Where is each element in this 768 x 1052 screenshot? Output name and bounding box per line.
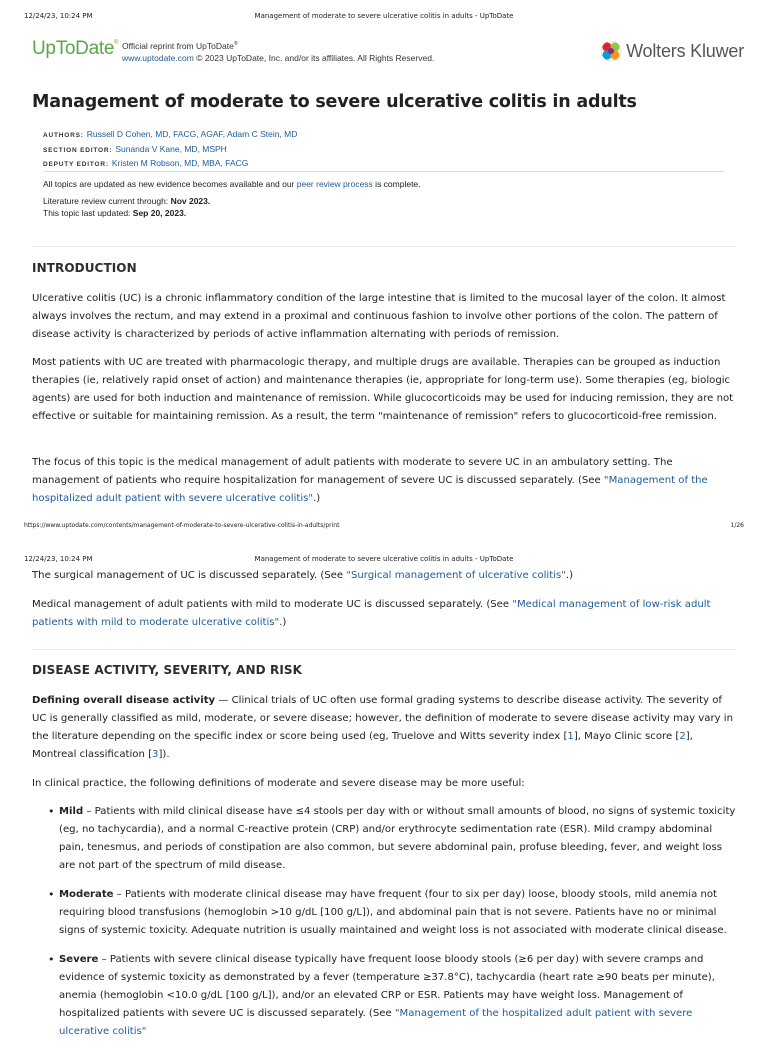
severity-definitions-list <box>48 803 736 1052</box>
brand-header <box>32 36 744 72</box>
authors-link[interactable]: Russell D Cohen, MD, FACG, AGAF, Adam C Stein, MD <box>86 129 298 139</box>
deputy-editor-label: DEPUTY EDITOR: <box>43 161 109 168</box>
section-divider <box>32 246 736 247</box>
contributors <box>43 128 297 172</box>
hospitalized-severe-uc-link-2[interactable]: "Management of the hospitalized adult patient with severe ulcerative colitis" <box>59 1008 693 1037</box>
uptodate-logo[interactable]: UpToDate® <box>32 38 119 59</box>
review-info: All topics are updated as new evidence becomes available and our peer review process is complete. Literature review current through: Nov 2023. This topic last updated: Sep 20, 2023. <box>43 179 421 218</box>
page-number: 1/26 <box>730 522 744 529</box>
hospitalized-severe-uc-link[interactable]: "Management of the hospitalized adult patient with severe ulcerative colitis" <box>32 475 708 504</box>
print-date: 12/24/23, 10:24 PM <box>24 12 93 20</box>
uptodate-site-link[interactable]: www.uptodate.com <box>122 52 194 63</box>
reference-1-link[interactable]: 1 <box>567 731 574 742</box>
wolters-kluwer-globe-icon <box>600 40 622 62</box>
authors-label: AUTHORS: <box>43 132 84 139</box>
mild-moderate-uc-link[interactable]: "Medical management of low-risk adult patients with mild to moderate ulcerative colitis" <box>32 599 711 628</box>
print-title: Management of moderate to severe ulcerative colitis in adults - UpToDate <box>254 12 514 20</box>
disease-activity-heading: DISEASE ACTIVITY, SEVERITY, AND RISK <box>32 663 303 677</box>
clinical-practice-paragraph: In clinical practice, the following definitions of moderate and severe disease may be more useful: <box>32 778 525 789</box>
deputy-editor-link[interactable]: Kristen M Robson, MD, MBA, FACG <box>111 158 249 168</box>
introduction-heading: INTRODUCTION <box>32 261 137 275</box>
peer-review-link[interactable]: peer review process <box>296 179 373 189</box>
list-item-severe: • Severe – Patients with severe clinical disease typically have frequent loose bloody stools (≥6 per day) with severe cramps and evidence of systemic toxicity as demonstrated by a fever (temperature ≥37.8°C), tachycardia (heart rate ≥90 beats per minute), anemia (hemoglobin <10.0 g/dL [100 g/L]), and/or an elevated CRP or ESR. Patients may have weight loss. Management of hospitalized patients with severe UC is discussed separately. (See "Management of the hospitalized adult patient with severe ulcerative colitis" <box>48 951 736 1041</box>
defining-disease-activity-paragraph: Defining overall disease activity — Clinical trials of UC often use formal grading systems to describe disease activity. The severity of UC is generally classified as mild, moderate, or severe disease; however, the definition of moderate to severe disease activity may vary in the literature depending on the specific index or score being used (eg, Truelove and Witts severity index [1], Mayo Clinic score [2], Montreal classification [3]). <box>32 695 733 760</box>
list-item-moderate: • Moderate – Patients with moderate clinical disease may have frequent (four to six per day) loose, bloody stools, mild anemia not requiring blood transfusions (hemoglobin >10 g/dL [100 g/L]), and abdominal pain that is not severe. Patients have no or minimal signs of systemic toxicity. Adequate nutrition is usually maintained and weight loss is not associated with moderate clinical disease. <box>48 886 736 940</box>
print-header <box>24 12 744 24</box>
wolters-kluwer-wordmark: Wolters Kluwer <box>626 40 744 61</box>
topic-title: Management of moderate to severe ulcerative colitis in adults <box>32 92 637 112</box>
section-editor-link[interactable]: Sunanda V Kane, MD, MSPH <box>115 143 227 154</box>
print-date: 12/24/23, 10:24 PM <box>24 555 93 563</box>
print-header-page-2 <box>24 555 744 567</box>
reprint-notice: Official reprint from UpToDate® www.uptodate.com © 2023 UpToDate, Inc. and/or its affiliates. All Rights Reserved. <box>122 40 435 63</box>
print-url: https://www.uptodate.com/contents/management-of-moderate-to-severe-ulcerative-colitis-in-adults/print <box>24 522 340 529</box>
section-divider <box>32 649 736 650</box>
list-item-mild: • Mild – Patients with mild clinical disease have ≤4 stools per day with or without small amounts of blood, no signs of systemic toxicity (eg, no tachycardia), and a normal C-reactive protein (CRP) and/or erythrocyte sedimentation rate (ESR). Mild crampy abdominal pain, tenesmus, and periods of constipation are also common, but severe abdominal pain, profuse bleeding, fever, and weight loss are not part of the spectrum of mild disease. <box>48 803 736 875</box>
intro-paragraph-4: The surgical management of UC is discussed separately. (See "Surgical management of ulcerative colitis".) <box>32 570 574 581</box>
section-editor-label: SECTION EDITOR: <box>43 146 113 154</box>
reference-3-link[interactable]: 3 <box>152 749 159 760</box>
intro-paragraph-5: Medical management of adult patients with mild to moderate UC is discussed separately. (See "Medical management of low-risk adult patients with mild to moderate ulcerative colitis".) <box>32 599 711 628</box>
print-title: Management of moderate to severe ulcerative colitis in adults - UpToDate <box>254 555 514 563</box>
intro-paragraph-2: Most patients with UC are treated with pharmacologic therapy, and multiple drugs are available. Therapies can be grouped as induction therapies (ie, relatively rapid onset of action) and maintenance therapies (ie, appropriate for long-term use). Some therapies (eg, biologic agents) are used for both induction and maintenance of remission. While glucocorticoids may be used for inducing remission, they are not effective or suitable for maintaining remission. As a result, the term "maintenance of remission" refers to glucocorticoid-free remission. <box>32 357 734 422</box>
reference-2-link[interactable]: 2 <box>679 731 686 742</box>
intro-paragraph-3: The focus of this topic is the medical management of adult patients with moderate to severe UC in an ambulatory setting. The management of patients who require hospitalization for management of severe UC is discussed separately. (See "Management of the hospitalized adult patient with severe ulcerative colitis".) <box>32 457 708 504</box>
contributors-divider <box>43 171 724 172</box>
print-footer <box>24 522 744 532</box>
intro-paragraph-1: Ulcerative colitis (UC) is a chronic inflammatory condition of the large intestine that is limited to the mucosal layer of the colon. It almost always involves the rectum, and may extend in a proximal and continuous fashion to involve other portions of the colon. The pattern of disease activity is characterized by periods of active inflammation alternating with periods of remission. <box>32 293 726 340</box>
literature-review-date: Nov 2023. <box>170 195 211 206</box>
wolters-kluwer-logo[interactable] <box>600 38 744 64</box>
last-updated-date: Sep 20, 2023. <box>132 208 187 218</box>
surgical-management-link[interactable]: "Surgical management of ulcerative colitis" <box>346 570 566 581</box>
